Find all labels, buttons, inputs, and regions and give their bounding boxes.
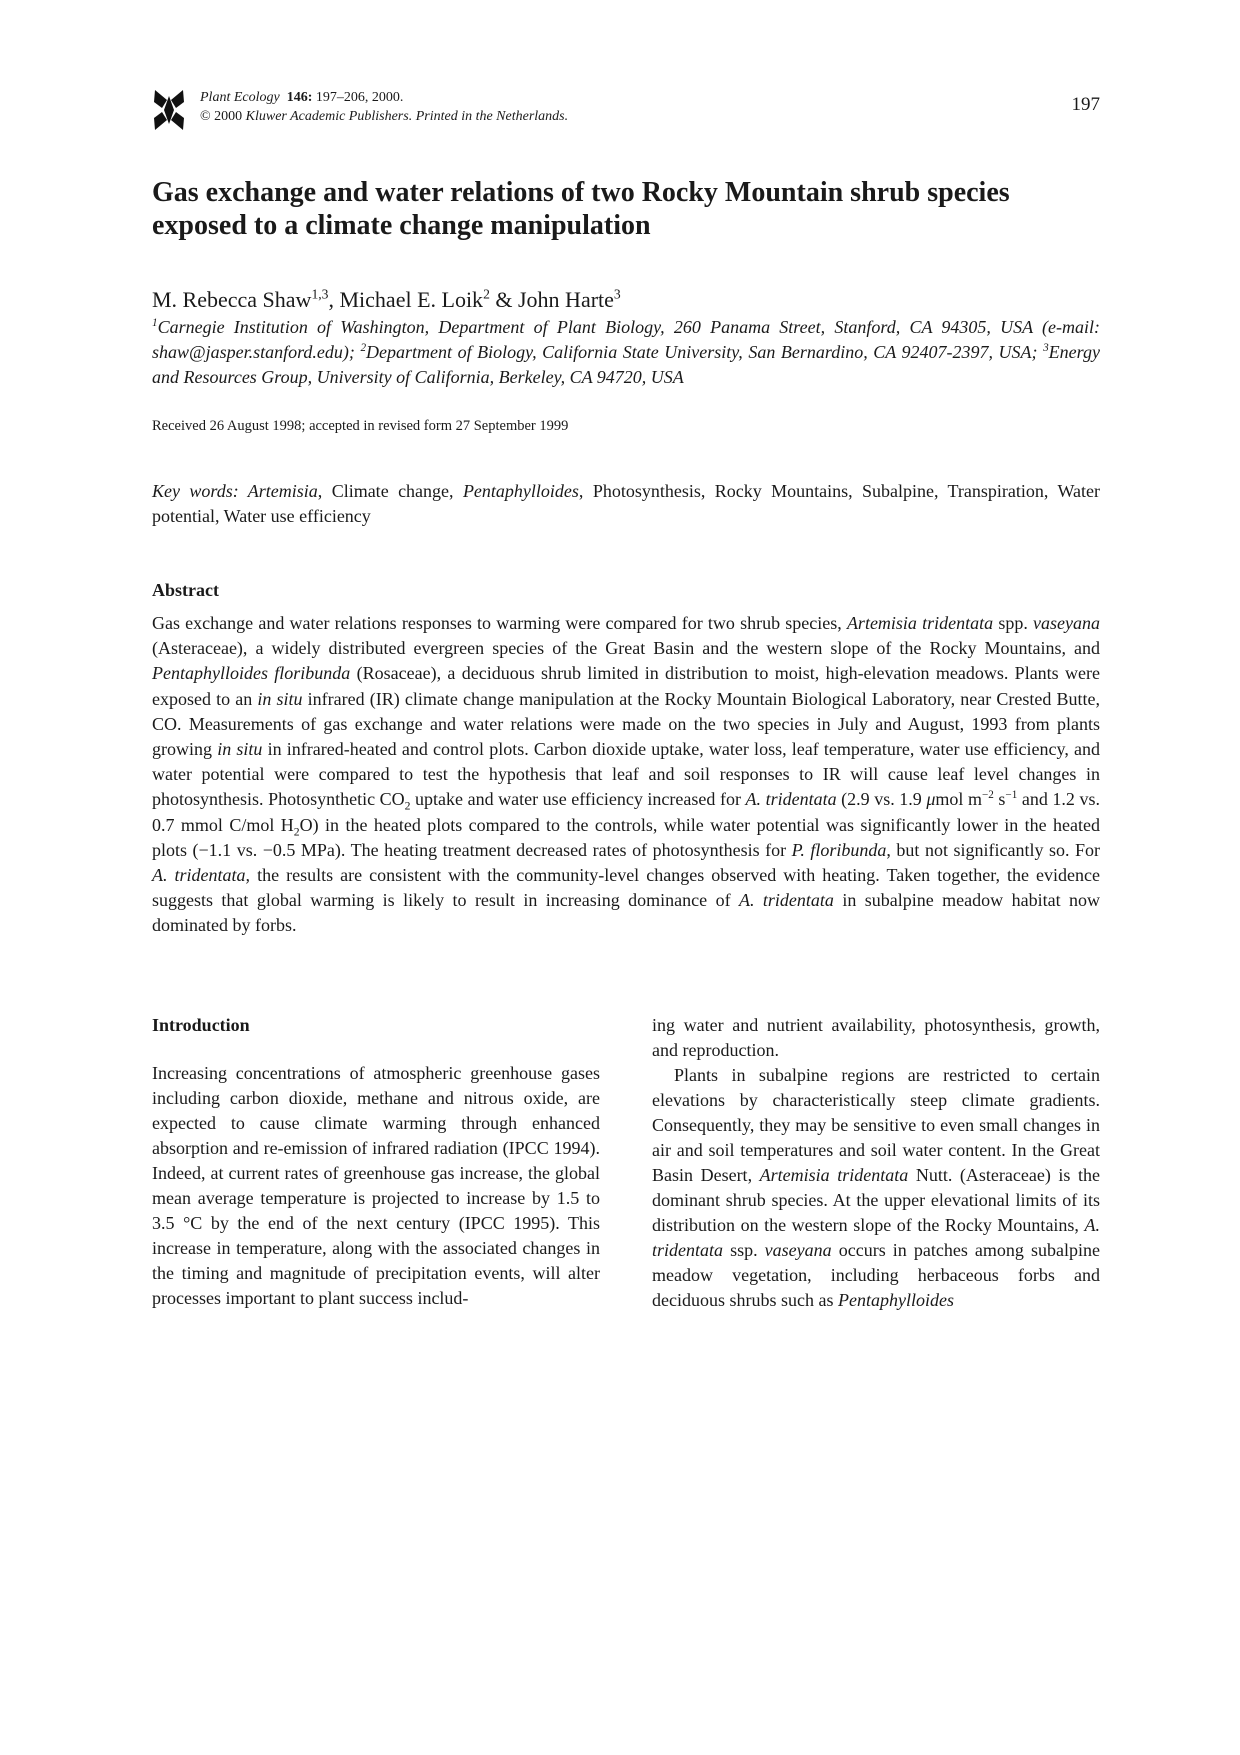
- journal-name: Plant Ecology: [200, 90, 280, 105]
- author-1: M. Rebecca Shaw: [152, 287, 312, 312]
- author-3: John Harte: [518, 287, 614, 312]
- affiliation-1: Carnegie Institution of Washington, Department of Plant Biology, 260 Panama Street, Stanford, CA 94305, USA (e-mail: shaw@jasper.stanford.edu);: [152, 317, 1100, 362]
- abstract-italic: in situ: [257, 688, 303, 709]
- author-2-affil: 2: [483, 286, 490, 302]
- title-line-1: Gas exchange and water relations of two Rocky Mountain shrub species: [152, 177, 1010, 208]
- species-name: A. tridentata: [652, 1215, 1100, 1260]
- body-run: Nutt. (Asteraceae) is the dominant shrub species. At the upper elevational limits of its distribution on the western slope of the Rocky Mountains,: [652, 1165, 1101, 1235]
- affiliation-2: Department of Biology, California State University, San Bernardino, CA 92407-2397, USA;: [366, 342, 1044, 362]
- abstract-superscript: −1: [1005, 789, 1018, 802]
- affil-marker: 2: [360, 342, 367, 354]
- journal-header: [152, 86, 1100, 136]
- abstract-italic: μ: [926, 789, 936, 810]
- affil-marker: 1: [152, 317, 158, 329]
- body-run: Plants in subalpine regions are restricted to certain elevations by characteristically steep climate gradients. Consequently, they may be sensitive to even small changes in air and soil temperatures and soil water content. In the Great Basin Desert,: [652, 1065, 1100, 1185]
- abstract-run: , but not significantly so. For: [886, 839, 1101, 860]
- abstract-text: [152, 611, 1100, 939]
- intro-paragraph-1-cont: ing water and nutrient availability, photosynthesis, growth, and reproduction.: [652, 1015, 1100, 1060]
- abstract-italic: P. floribunda: [791, 839, 887, 860]
- author-separator: &: [489, 287, 518, 312]
- abstract-italic: A. tridentata: [745, 789, 837, 810]
- abstract-superscript: −2: [981, 789, 994, 802]
- author-list: [152, 286, 1100, 314]
- intro-column-right: [652, 1013, 1100, 1313]
- abstract-italic: vaseyana: [1033, 613, 1100, 633]
- journal-citation: [200, 88, 568, 126]
- introduction-heading: Introduction: [152, 1015, 250, 1035]
- journal-pages: 197–206, 2000.: [312, 90, 404, 105]
- abstract-run: uptake and water use efficiency increased for: [410, 789, 746, 810]
- intro-column-left: [152, 1061, 600, 1311]
- abstract-run: (Rosaceae), a deciduous shrub limited in distribution to moist, high-elevation meadows. Plants were exposed to an: [152, 663, 1100, 709]
- author-2: Michael E. Loik: [339, 287, 484, 312]
- keywords-label: Key words:: [152, 481, 248, 501]
- abstract-italic: in situ: [217, 739, 263, 760]
- copyright: © 2000: [200, 109, 246, 124]
- author-1-affil: 1,3: [311, 286, 329, 302]
- abstract-run: in subalpine meadow habitat now dominated by forbs.: [152, 890, 1100, 936]
- author-separator: ,: [328, 287, 340, 312]
- abstract-run: and 1.2 vs. 0.7 mmol C/mol H: [152, 789, 1100, 835]
- affiliation-3: Energy and Resources Group, University of California, Berkeley, CA 94720, USA: [152, 342, 1100, 387]
- keywords: [152, 479, 1100, 529]
- abstract-run: infrared (IR) climate change manipulation at the Rocky Mountain Biological Laboratory, near Crested Butte, CO. Measurements of gas exchange and water relations were made on the two species in July and August, 1993 from plants growing: [152, 688, 1100, 760]
- abstract-italic: A. tridentata,: [152, 865, 251, 886]
- abstract-run: (Asteraceae), a widely distributed evergreen species of the Great Basin and the western slope of the Rocky Mountains, and: [152, 638, 1100, 659]
- abstract-italic: Pentaphylloides floribunda: [152, 663, 351, 684]
- abstract-run: spp.: [993, 613, 1034, 633]
- affil-marker: 3: [1043, 342, 1049, 354]
- abstract-run: s: [993, 789, 1006, 810]
- abstract-subscript: 2: [293, 825, 300, 839]
- author-3-affil: 3: [613, 286, 621, 302]
- species-name: Pentaphylloides: [837, 1290, 954, 1310]
- body-run: ssp.: [723, 1240, 765, 1260]
- article-title: [152, 176, 1100, 242]
- abstract-run: Gas exchange and water relations responses to warming were compared for two shrub species,: [152, 613, 847, 633]
- abstract-run: the results are consistent with the community-level changes observed with heating. Taken together, the evidence suggests that global warming is likely to result in increasing dominance of: [152, 865, 1100, 911]
- keyword: Pentaphylloides: [462, 481, 579, 501]
- keyword: , Climate change,: [317, 481, 463, 501]
- abstract-italic: A. tridentata: [739, 890, 834, 911]
- species-name: vaseyana: [764, 1240, 832, 1260]
- intro-paragraph-1: Increasing concentrations of atmospheric greenhouse gases including carbon dioxide, methane and nitrous oxide, are expected to cause climate warming through enhanced absorption and re-emission of infrared radiation (IPCC 1994). Indeed, at current rates of greenhouse gas increase, the global mean average temperature is projected to increase by 1.5 to 3.5 °C by the end of the next century (IPCC 1995). This increase in temperature, along with the associated changes in the timing and magnitude of precipitation events, will alter processes important to plant success includ-: [152, 1063, 600, 1308]
- abstract-subscript: 2: [404, 800, 411, 814]
- publisher: Kluwer Academic Publishers. Printed in the Netherlands.: [245, 109, 569, 124]
- affiliations: [152, 315, 1100, 390]
- body-run: occurs in patches among subalpine meadow vegetation, including herbaceous forbs and deciduous shrubs such as: [652, 1240, 1100, 1310]
- keyword: , Photosynthesis, Rocky Mountains, Subalpine, Transpiration, Water potential, Water use efficiency: [152, 481, 1100, 526]
- abstract-heading: Abstract: [152, 580, 219, 600]
- abstract-run: (2.9 vs. 1.9: [836, 789, 927, 810]
- publisher-logo-icon: [152, 88, 186, 132]
- abstract-run: O) in the heated plots compared to the controls, while water potential was significantly lower in the heated plots (−1.1 vs. −0.5 MPa). The heating treatment decreased rates of photosynthesis for: [152, 814, 1100, 860]
- species-name: Artemisia tridentata: [759, 1165, 909, 1185]
- title-line-2: exposed to a climate change manipulation: [152, 210, 651, 241]
- abstract-italic: Artemisia tridentata: [846, 613, 994, 633]
- received-dates: Received 26 August 1998; accepted in revised form 27 September 1999: [152, 418, 569, 434]
- page-number: 197: [1071, 94, 1100, 115]
- intro-paragraph-2: [652, 1063, 1100, 1313]
- journal-volume: 146:: [286, 90, 313, 105]
- keyword: Artemisia: [247, 481, 318, 501]
- abstract-run: in infrared-heated and control plots. Carbon dioxide uptake, water loss, leaf temperature, water use efficiency, and water potential were compared to test the hypothesis that leaf and soil responses to IR will cause leaf level changes in photosynthesis. Photosynthetic CO: [152, 739, 1101, 810]
- abstract-run: mol m: [935, 789, 982, 810]
